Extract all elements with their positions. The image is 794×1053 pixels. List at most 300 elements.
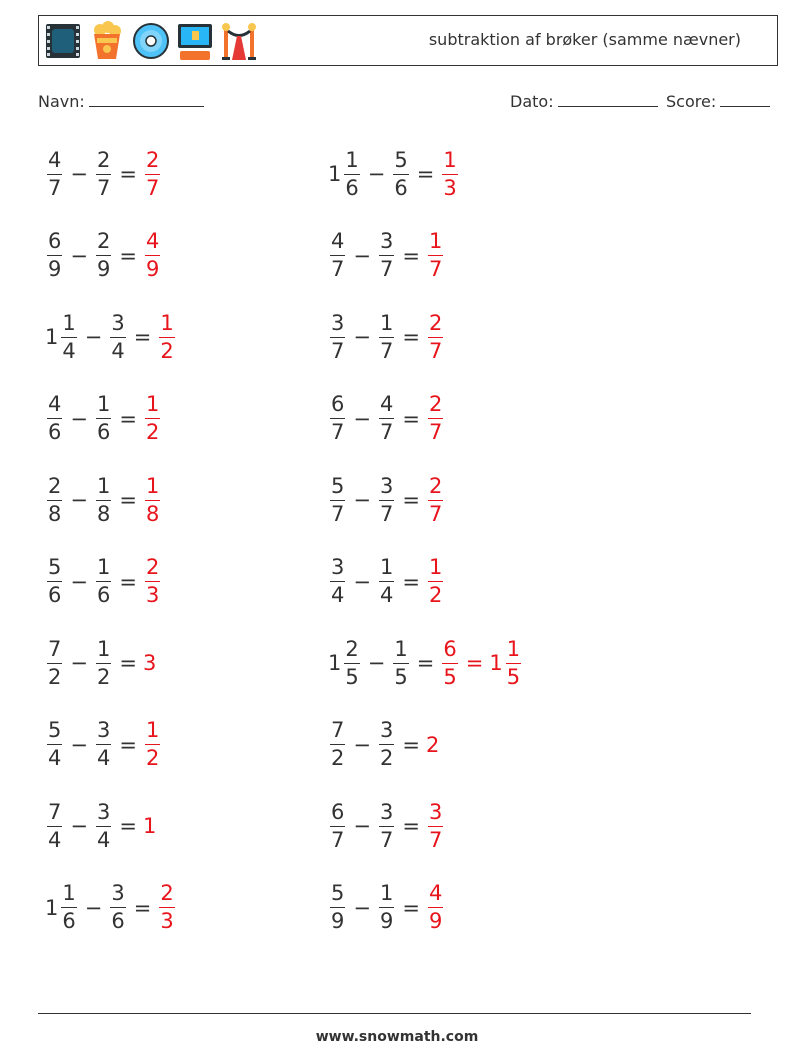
subtrahend-value [377, 231, 396, 280]
minus-sign: − [353, 243, 371, 268]
minuend-fraction [47, 147, 62, 200]
subtrahend-denominator: 7 [96, 175, 111, 200]
subtrahend-numerator: 1 [379, 881, 394, 905]
answer-mixed-denominator: 5 [506, 664, 521, 689]
minuend-denominator: 6 [48, 583, 62, 607]
minuend-numerator: 7 [48, 636, 62, 661]
problem-item [328, 715, 440, 775]
minuend-denominator: 4 [48, 746, 62, 770]
popcorn-icon [88, 20, 126, 62]
minuend-value [45, 636, 64, 689]
subtrahend-numerator: 1 [379, 555, 394, 579]
minuend-value [45, 557, 64, 606]
minuend-fraction [47, 473, 62, 526]
subtrahend-fraction [379, 557, 394, 606]
answer-numerator: 4 [428, 881, 443, 905]
minuend-denominator: 5 [345, 664, 359, 689]
minus-sign: − [353, 406, 371, 431]
answer [143, 651, 157, 675]
subtrahend-fraction [96, 720, 111, 769]
subtrahend-value [391, 147, 410, 200]
minuend-fraction [47, 394, 62, 443]
date-blank[interactable] [558, 92, 658, 107]
answer-numerator: 2 [428, 473, 443, 498]
subtrahend-denominator: 9 [96, 257, 111, 281]
answer-denominator: 7 [428, 501, 443, 526]
name-blank[interactable] [89, 92, 204, 107]
answer-fraction [145, 394, 160, 443]
answer-denominator: 2 [428, 583, 443, 607]
answer-numerator: 6 [443, 636, 457, 661]
minuend-fraction [330, 310, 345, 363]
subtrahend-denominator: 7 [379, 338, 394, 363]
answer-value [143, 651, 157, 675]
subtrahend-value [94, 720, 113, 769]
date-field[interactable] [510, 92, 658, 111]
subtrahend-value [377, 883, 396, 932]
subtrahend-fraction [393, 147, 408, 200]
minuend-fraction [330, 473, 345, 526]
minuend-denominator: 2 [48, 664, 62, 689]
subtrahend-numerator: 1 [394, 636, 408, 661]
answer [426, 310, 445, 363]
subtrahend-denominator: 6 [96, 583, 111, 607]
subtrahend-numerator: 3 [111, 881, 125, 905]
answer [143, 394, 162, 443]
minuend-whole: 1 [45, 895, 59, 920]
answer-numerator: 2 [145, 147, 160, 172]
equals-sign: = [402, 406, 420, 431]
answer-value [157, 883, 176, 932]
subtrahend-denominator: 4 [96, 746, 111, 770]
minuend-fraction [47, 720, 62, 769]
answer-whole: 2 [425, 732, 440, 757]
minus-sign: − [367, 651, 386, 675]
subtrahend-value [377, 557, 396, 606]
answer-denominator: 3 [443, 175, 457, 200]
answer-equals-sign: = [465, 651, 484, 675]
minuend-fraction [344, 147, 359, 200]
answer-numerator: 2 [160, 881, 174, 905]
answer-numerator: 2 [428, 392, 443, 416]
answer-mixed-value [489, 636, 523, 689]
problem-item [328, 878, 445, 938]
minuend-numerator: 1 [345, 147, 359, 172]
subtrahend-fraction [96, 473, 111, 526]
answer-numerator: 1 [160, 310, 174, 335]
answer-value [426, 394, 445, 443]
subtrahend-value [377, 799, 396, 852]
minus-sign: − [70, 406, 88, 431]
minus-sign: − [353, 488, 371, 512]
minuend-fraction [330, 394, 345, 443]
answer-fraction [159, 883, 174, 932]
answer [426, 557, 445, 606]
answer-fraction [428, 799, 443, 852]
minuend-numerator: 6 [331, 799, 345, 824]
minuend-fraction [47, 231, 62, 280]
minuend-numerator: 1 [62, 310, 76, 335]
minuend-value [45, 147, 64, 200]
minuend-fraction [330, 720, 345, 769]
answer-value [143, 147, 162, 200]
answer-value [426, 231, 445, 280]
header-icons [44, 20, 258, 62]
minuend-fraction [47, 799, 62, 852]
equals-sign: = [402, 732, 420, 757]
minuend-fraction [330, 557, 345, 606]
subtrahend-numerator: 2 [96, 229, 111, 253]
minuend-numerator: 5 [48, 555, 62, 579]
minuend-value [328, 799, 347, 852]
answer-fraction [428, 557, 443, 606]
date-label: Dato: [510, 92, 554, 111]
subtrahend-denominator: 2 [96, 664, 111, 689]
subtrahend-fraction [379, 473, 394, 526]
answer-numerator: 2 [145, 555, 160, 579]
name-field[interactable] [38, 92, 204, 111]
answer-value [426, 883, 445, 932]
answer [143, 720, 162, 769]
answer-numerator: 1 [145, 473, 160, 498]
answer-value [143, 557, 162, 606]
answer-numerator: 1 [428, 555, 443, 579]
subtrahend-value [108, 310, 127, 363]
subtrahend-numerator: 1 [96, 392, 111, 416]
answer-value [426, 557, 445, 606]
minuend-numerator: 7 [331, 718, 345, 742]
subtrahend-fraction [96, 147, 111, 200]
minuend-denominator: 4 [331, 583, 345, 607]
minuend-numerator: 5 [331, 881, 345, 905]
minuend-numerator: 5 [48, 718, 62, 742]
minuend-numerator: 7 [48, 799, 62, 824]
subtrahend-fraction [96, 231, 111, 280]
answer-fraction [145, 147, 160, 200]
answer-fraction [145, 231, 160, 280]
score-label: Score: [666, 92, 717, 111]
minuend-fraction [47, 636, 62, 689]
equals-sign: = [119, 569, 137, 594]
equals-sign: = [119, 406, 137, 431]
subtrahend-fraction [96, 557, 111, 606]
answer-numerator: 2 [428, 310, 443, 335]
answer-numerator: 1 [428, 229, 443, 253]
subtrahend-value [108, 883, 127, 932]
subtrahend-value [377, 394, 396, 443]
minuend-numerator: 5 [331, 473, 345, 498]
answer [143, 473, 162, 526]
minuend-value [45, 394, 64, 443]
answer-fraction [428, 231, 443, 280]
answer-value [440, 147, 459, 200]
answer [426, 799, 445, 852]
minus-sign: − [353, 325, 371, 349]
subtrahend-fraction [379, 799, 394, 852]
minuend-denominator: 6 [48, 420, 62, 444]
subtrahend-numerator: 3 [379, 718, 394, 742]
answer-numerator: 1 [145, 718, 160, 742]
answer-fraction [428, 310, 443, 363]
subtrahend-fraction [393, 636, 408, 689]
minuend-numerator: 6 [331, 392, 345, 416]
subtrahend-value [377, 310, 396, 363]
answer-numerator: 4 [145, 229, 160, 253]
subtrahend-fraction [110, 883, 125, 932]
subtrahend-fraction [379, 720, 394, 769]
subtrahend-fraction [96, 636, 111, 689]
minuend-denominator: 7 [331, 827, 345, 852]
subtrahend-numerator: 4 [379, 392, 394, 416]
equals-sign: = [119, 732, 137, 757]
problem-item [328, 389, 445, 449]
equals-sign: = [119, 162, 137, 186]
answer-mixed-whole: 1 [489, 651, 503, 675]
minuend-denominator: 6 [62, 909, 76, 933]
problem-item [328, 226, 445, 286]
answer-mixed-fraction [506, 636, 521, 689]
film-strip-icon [44, 20, 82, 62]
answer-value [143, 720, 162, 769]
name-label: Navn: [38, 92, 85, 111]
subtrahend-denominator: 6 [394, 175, 408, 200]
answer [426, 473, 445, 526]
problem-item [45, 715, 162, 775]
minuend-numerator: 2 [48, 473, 62, 498]
subtrahend-denominator: 7 [379, 420, 394, 444]
answer-denominator: 2 [145, 746, 160, 770]
answer-value [426, 733, 440, 757]
minus-sign: − [70, 651, 88, 675]
answer-value [143, 814, 157, 838]
answer-value [426, 799, 445, 852]
problem-item [45, 470, 162, 530]
answer-denominator: 8 [145, 501, 160, 526]
minuend-value [328, 310, 347, 363]
answer [440, 636, 523, 689]
minuend-numerator: 4 [48, 392, 62, 416]
problem-item [328, 307, 445, 367]
answer [426, 394, 445, 443]
cd-disc-icon [132, 20, 170, 62]
minuend-whole: 1 [45, 325, 59, 349]
worksheet-header [38, 15, 778, 66]
equals-sign: = [416, 651, 435, 675]
minuend-value [45, 799, 64, 852]
answer-value [143, 231, 162, 280]
subtrahend-denominator: 4 [96, 827, 111, 852]
minuend-value [328, 883, 347, 932]
problem-item [328, 633, 523, 693]
equals-sign: = [402, 325, 420, 349]
subtrahend-denominator: 4 [111, 338, 125, 363]
minus-sign: − [84, 325, 103, 349]
score-blank[interactable] [720, 92, 770, 107]
subtrahend-value [391, 636, 410, 689]
subtrahend-value [377, 720, 396, 769]
minuend-value [45, 883, 79, 932]
minus-sign: − [353, 569, 371, 594]
problem-item [328, 470, 445, 530]
answer-value [143, 473, 162, 526]
answer-denominator: 7 [428, 257, 443, 281]
answer-fraction [145, 557, 160, 606]
minus-sign: − [70, 162, 88, 186]
minuend-denominator: 9 [48, 257, 62, 281]
equals-sign: = [402, 569, 420, 594]
minuend-denominator: 4 [48, 827, 62, 852]
minus-sign: − [70, 243, 88, 268]
answer-fraction [145, 473, 160, 526]
worksheet-title: subtraktion af brøker (samme nævner) [428, 30, 741, 49]
minuend-fraction [344, 636, 359, 689]
subtrahend-value [94, 799, 113, 852]
minuend-numerator: 1 [62, 881, 76, 905]
answer-value [426, 310, 445, 363]
minuend-value [328, 720, 347, 769]
subtrahend-denominator: 5 [394, 664, 408, 689]
equals-sign: = [133, 325, 152, 349]
answer-whole: 1 [142, 814, 157, 838]
subtrahend-numerator: 3 [379, 229, 394, 253]
answer-value [143, 394, 162, 443]
subtrahend-numerator: 3 [379, 473, 394, 498]
subtrahend-fraction [96, 394, 111, 443]
minus-sign: − [353, 895, 371, 920]
minuend-denominator: 7 [48, 175, 62, 200]
subtrahend-fraction [96, 799, 111, 852]
minuend-denominator: 7 [331, 257, 345, 281]
answer-denominator: 3 [145, 583, 160, 607]
subtrahend-denominator: 8 [96, 501, 111, 526]
answer-value [426, 473, 445, 526]
subtrahend-numerator: 1 [96, 473, 111, 498]
subtrahend-numerator: 1 [96, 555, 111, 579]
minuend-fraction [330, 799, 345, 852]
subtrahend-numerator: 3 [111, 310, 125, 335]
subtrahend-numerator: 1 [96, 636, 111, 661]
answer-denominator: 7 [428, 420, 443, 444]
minuend-fraction [47, 557, 62, 606]
subtrahend-fraction [379, 883, 394, 932]
answer-denominator: 9 [145, 257, 160, 281]
minus-sign: − [70, 569, 88, 594]
minuend-numerator: 6 [48, 229, 62, 253]
minuend-fraction [61, 883, 76, 932]
red-carpet-rope-icon [220, 20, 258, 62]
answer-denominator: 2 [145, 420, 160, 444]
subtrahend-numerator: 1 [379, 310, 394, 335]
subtrahend-value [94, 636, 113, 689]
problem-item [45, 796, 157, 856]
subtrahend-denominator: 7 [379, 257, 394, 281]
minuend-value [45, 720, 64, 769]
minuend-numerator: 2 [345, 636, 359, 661]
minuend-whole: 1 [328, 651, 342, 675]
answer-whole: 3 [142, 651, 157, 675]
minuend-denominator: 9 [331, 909, 345, 933]
answer-denominator: 7 [428, 338, 443, 363]
equals-sign: = [133, 895, 152, 920]
minuend-fraction [61, 310, 76, 363]
equals-sign: = [402, 814, 420, 838]
answer [426, 231, 445, 280]
minuend-value [328, 636, 362, 689]
problem-item [45, 552, 162, 612]
subtrahend-fraction [379, 231, 394, 280]
subtrahend-value [377, 473, 396, 526]
minus-sign: − [70, 488, 88, 512]
minuend-value [45, 310, 79, 363]
footer-divider [38, 1013, 751, 1014]
minuend-value [328, 473, 347, 526]
answer-denominator: 5 [443, 664, 457, 689]
answer-denominator: 7 [428, 827, 443, 852]
subtrahend-numerator: 3 [96, 718, 111, 742]
minus-sign: − [84, 895, 103, 920]
answer-fraction [145, 720, 160, 769]
minus-sign: − [353, 732, 371, 757]
answer-numerator: 1 [145, 392, 160, 416]
minuend-denominator: 7 [331, 338, 345, 363]
answer [426, 733, 440, 757]
problem-item [45, 144, 162, 204]
answer-fraction [159, 310, 174, 363]
minuend-value [328, 231, 347, 280]
answer [426, 883, 445, 932]
answer-fraction [428, 473, 443, 526]
minuend-numerator: 4 [48, 147, 62, 172]
minuend-fraction [330, 231, 345, 280]
problem-item [45, 226, 162, 286]
problem-item [328, 796, 445, 856]
minuend-denominator: 7 [331, 501, 345, 526]
minus-sign: − [70, 814, 88, 838]
minus-sign: − [70, 732, 88, 757]
minuend-denominator: 7 [331, 420, 345, 444]
equals-sign: = [402, 243, 420, 268]
minuend-value [45, 473, 64, 526]
minuend-value [328, 147, 362, 200]
answer-value [157, 310, 176, 363]
problem-item [45, 389, 162, 449]
subtrahend-denominator: 6 [96, 420, 111, 444]
answer-denominator: 9 [428, 909, 443, 933]
subtrahend-fraction [110, 310, 125, 363]
answer [157, 310, 176, 363]
answer-denominator: 2 [160, 338, 174, 363]
answer [143, 557, 162, 606]
subtrahend-denominator: 9 [379, 909, 394, 933]
subtrahend-denominator: 6 [111, 909, 125, 933]
minuend-value [328, 557, 347, 606]
minuend-numerator: 4 [331, 229, 345, 253]
minuend-numerator: 3 [331, 310, 345, 335]
score-field[interactable] [666, 92, 770, 111]
subtrahend-fraction [379, 310, 394, 363]
minuend-whole: 1 [328, 162, 342, 186]
answer-fraction [428, 883, 443, 932]
equals-sign: = [402, 895, 420, 920]
answer [143, 231, 162, 280]
minuend-denominator: 4 [62, 338, 76, 363]
minus-sign: − [353, 814, 371, 838]
minus-sign: − [367, 162, 386, 186]
answer [143, 147, 162, 200]
answer [440, 147, 459, 200]
equals-sign: = [416, 162, 435, 186]
problem-item [328, 552, 445, 612]
